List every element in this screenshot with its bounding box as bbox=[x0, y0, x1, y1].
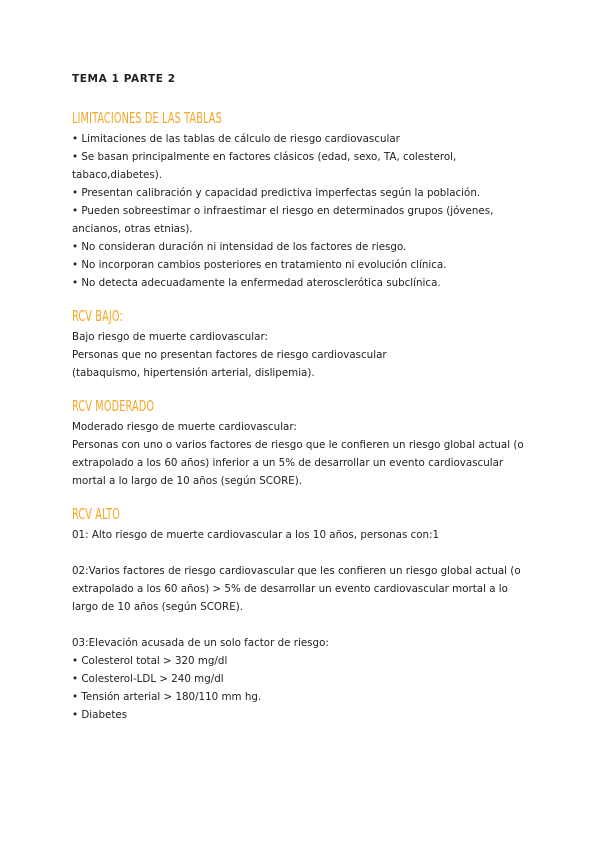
rcv-moderado-line-1: Moderado riesgo de muerte cardiovascular: bbox=[72, 421, 297, 433]
rcv-alto-list bbox=[72, 652, 532, 724]
rcv-alto-paragraph-02: 02:Varios factores de riesgo cardiovascular que les confieren un riesgo global actual (o extrapolado a los 60 años) > 5% de desarrollar un evento cardiovascular mortal a lo largo de 10 años (según SCORE). bbox=[72, 565, 521, 613]
document-title: TEMA 1 PARTE 2 bbox=[72, 73, 176, 85]
list-item: • Presentan calibración y capacidad predictiva imperfectas según la población. bbox=[72, 184, 532, 202]
rcv-bajo-line-3: (tabaquismo, hipertensión arterial, dislipemia). bbox=[72, 367, 315, 379]
list-item: • No consideran duración ni intensidad de los factores de riesgo. bbox=[72, 238, 532, 256]
rcv-bajo-line-2: Personas que no presentan factores de riesgo cardiovascular bbox=[72, 349, 387, 361]
section-rcv-alto bbox=[72, 504, 532, 724]
rcv-alto-paragraph-03: 03:Elevación acusada de un solo factor de riesgo: bbox=[72, 637, 329, 649]
list-item: • Limitaciones de las tablas de cálculo de riesgo cardiovascular bbox=[72, 130, 532, 148]
list-item: • Pueden sobreestimar o infraestimar el riesgo en determinados grupos (jóvenes, ancianos, otras etnias). bbox=[72, 202, 532, 238]
list-item: • Colesterol-LDL > 240 mg/dl bbox=[72, 670, 532, 688]
section-heading-rcv-alto: RCV ALTO bbox=[72, 505, 121, 523]
limitaciones-list bbox=[72, 130, 532, 292]
list-item: • No incorporan cambios posteriores en tratamiento ni evolución clínica. bbox=[72, 256, 532, 274]
rcv-bajo-line-1: Bajo riesgo de muerte cardiovascular: bbox=[72, 331, 268, 343]
section-heading-rcv-moderado: RCV MODERADO bbox=[72, 397, 155, 415]
section-heading-rcv-bajo: RCV BAJO: bbox=[72, 307, 123, 325]
section-rcv-bajo bbox=[72, 306, 532, 382]
section-rcv-moderado bbox=[72, 396, 532, 490]
rcv-moderado-line-2: Personas con uno o varios factores de riesgo que le confieren un riesgo global actual (o extrapolado a los 60 años) inferior a un 5% de desarrollar un evento cardiovascular mortal a lo largo de 10 años (según SCORE). bbox=[72, 439, 524, 487]
list-item: • No detecta adecuadamente la enfermedad aterosclerótica subclínica. bbox=[72, 274, 532, 292]
list-item: • Tensión arterial > 180/110 mm hg. bbox=[72, 688, 532, 706]
list-item: • Colesterol total > 320 mg/dl bbox=[72, 652, 532, 670]
list-item: • Diabetes bbox=[72, 706, 532, 724]
list-item: • Se basan principalmente en factores clásicos (edad, sexo, TA, colesterol, tabaco,diabetes). bbox=[72, 148, 532, 184]
section-heading-limitaciones: LIMITACIONES DE LAS TABLAS bbox=[72, 109, 222, 127]
rcv-alto-paragraph-01: 01: Alto riesgo de muerte cardiovascular a los 10 años, personas con:1 bbox=[72, 529, 440, 541]
section-limitaciones bbox=[72, 108, 532, 292]
document-page bbox=[72, 72, 532, 738]
